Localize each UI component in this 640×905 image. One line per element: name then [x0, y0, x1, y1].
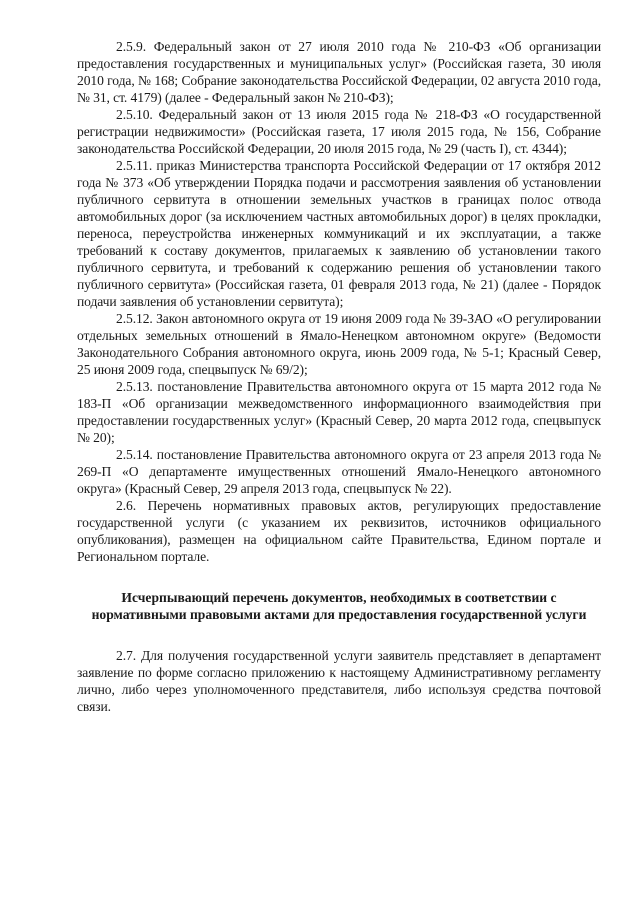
paragraph-2-5-11: 2.5.11. приказ Министерства транспорта Российской Федерации от 17 октября 2012 года № 373 «Об утверждении Порядка подачи и рассмотрения заявления об установлении публичного сервитута в отношении земельных участков в границах полос отвода автомобильных дорог (за исключением частных автомобильных дорог) в целях прокладки, переноса, переустройства инженерных коммуникаций и их эксплуатации, а также требований к составу документов, прилагаемых к заявлению об установлении такого публичного сервитута, и требований к содержанию решения об установлении такого публичного сервитута» (Российская газета, 01 февраля 2013 года, № 21) (далее - Порядок подачи заявления об установлении сервитута); [77, 158, 601, 309]
paragraph-2-7: 2.7. Для получения государственной услуги заявитель представляет в департамент заявление по форме согласно приложению к настоящему Административному регламенту лично, либо через уполномоченного представителя, либо используя средства почтовой связи. [77, 648, 601, 714]
paragraph-2-5-10: 2.5.10. Федеральный закон от 13 июля 2015 года № 218-ФЗ «О государственной регистрации недвижимости» (Российская газета, 17 июля 2015 года, № 156, Собрание законодательства Российской Федерации, 20 июля 2015 года, № 29 (часть I), ст. 4344); [77, 107, 601, 156]
paragraph-2-5-9: 2.5.9. Федеральный закон от 27 июля 2010 года № 210-ФЗ «Об организации предоставления государственных и муниципальных услуг» (Российская газета, 30 июля 2010 года, № 168; Собрание законодательства Российской Федерации, 02 августа 2010 года, № 31, ст. 4179) (далее - Федеральный закон № 210-ФЗ); [77, 39, 601, 105]
paragraph-2-5-14: 2.5.14. постановление Правительства автономного округа от 23 апреля 2013 года № 269-П «О департаменте имущественных отношений Ямало-Ненецкого автономного округа» (Красный Север, 29 апреля 2013 года, спецвыпуск № 22). [77, 447, 601, 496]
paragraph-2-5-12: 2.5.12. Закон автономного округа от 19 июня 2009 года № 39-ЗАО «О регулировании отдельных земельных отношений в Ямало-Ненецком автономном округе» (Ведомости Законодательного Собрания автономного округа, июнь 2009 года, № 5-1; Красный Север, 25 июня 2009 года, спецвыпуск № 69/2); [77, 311, 601, 377]
paragraph-2-6: 2.6. Перечень нормативных правовых актов, регулирующих предоставление государственной услуги (с указанием их реквизитов, источников официального опубликования), размещен на официальном сайте Правительства, Едином портале и Региональном портале. [77, 498, 601, 564]
section-heading: Исчерпывающий перечень документов, необходимых в соответствии с нормативными правовыми актами для предоставления государственной услуги [91, 590, 587, 622]
paragraph-2-5-13: 2.5.13. постановление Правительства автономного округа от 15 марта 2012 года № 183-П «Об организации межведомственного информационного взаимодействия при предоставлении государственных услуг» (Красный Север, 20 марта 2012 года, спецвыпуск № 20); [77, 379, 601, 445]
document-body [77, 38, 601, 715]
